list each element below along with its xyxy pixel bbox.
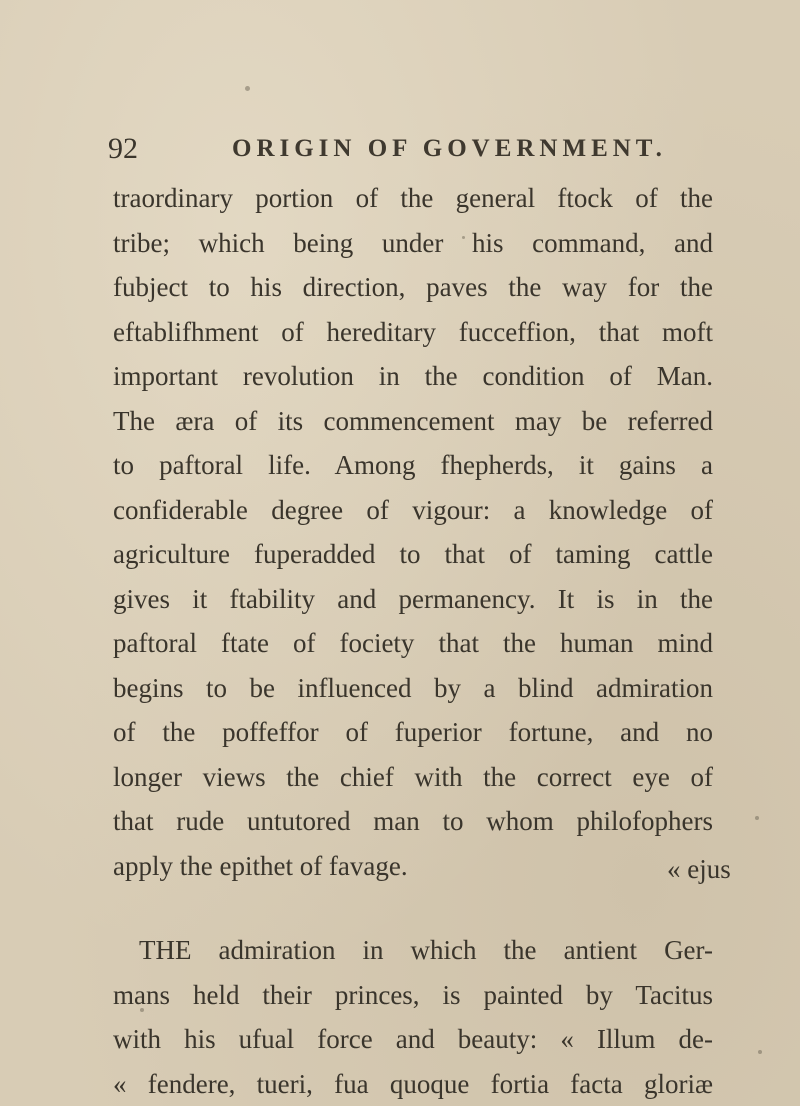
text-line: begins to be influenced by a blind admiration xyxy=(113,672,713,703)
text-line: of the poffeffor of fuperior fortune, and no xyxy=(113,717,713,747)
text-line: agriculture fuperadded to that of taming cattle xyxy=(113,539,713,569)
paper-speck xyxy=(758,1050,762,1054)
paper-speck xyxy=(245,86,250,91)
text-line: longer views the chief with the correct eye of xyxy=(113,761,713,792)
text-line: fubject to his direction, paves the way for the xyxy=(113,272,713,302)
text-line: The æra of its commencement may be referred xyxy=(113,405,713,436)
text-line: tribe; which being under his command, and xyxy=(113,227,713,258)
body-text xyxy=(113,176,713,1106)
paragraph xyxy=(113,176,713,888)
text-line: with his ufual force and beauty: « Illum de- xyxy=(113,1024,713,1054)
text-line: eftablifhment of hereditary fucceffion, that moft xyxy=(113,316,713,347)
paragraph-gap xyxy=(113,888,713,928)
text-line: gives it ftability and permanency. It is in the xyxy=(113,583,713,614)
text-line: important revolution in the condition of Man. xyxy=(113,361,713,391)
text-line: to paftoral life. Among fhepherds, it gains a xyxy=(113,450,713,480)
page-number: 92 xyxy=(108,132,138,165)
catchword: « ejus xyxy=(667,854,731,884)
paragraph xyxy=(113,928,713,1106)
text-line: paftoral ftate of fociety that the human mind xyxy=(113,628,713,658)
text-line: THE admiration in which the antient Ger- xyxy=(139,935,713,965)
text-line: « fendere, tueri, fua quoque fortia facta gloriæ xyxy=(113,1068,713,1099)
text-line: confiderable degree of vigour: a knowledge of xyxy=(113,494,713,525)
page-header xyxy=(108,132,728,172)
running-head: ORIGIN OF GOVERNMENT. xyxy=(232,135,667,162)
text-line: traordinary portion of the general ftock of the xyxy=(113,183,713,213)
text-line: mans held their princes, is painted by Tacitus xyxy=(113,979,713,1010)
text-line: that rude untutored man to whom philofophers xyxy=(113,806,713,836)
paper-speck xyxy=(755,816,759,820)
text-line: apply the epithet of favage. xyxy=(113,850,408,881)
